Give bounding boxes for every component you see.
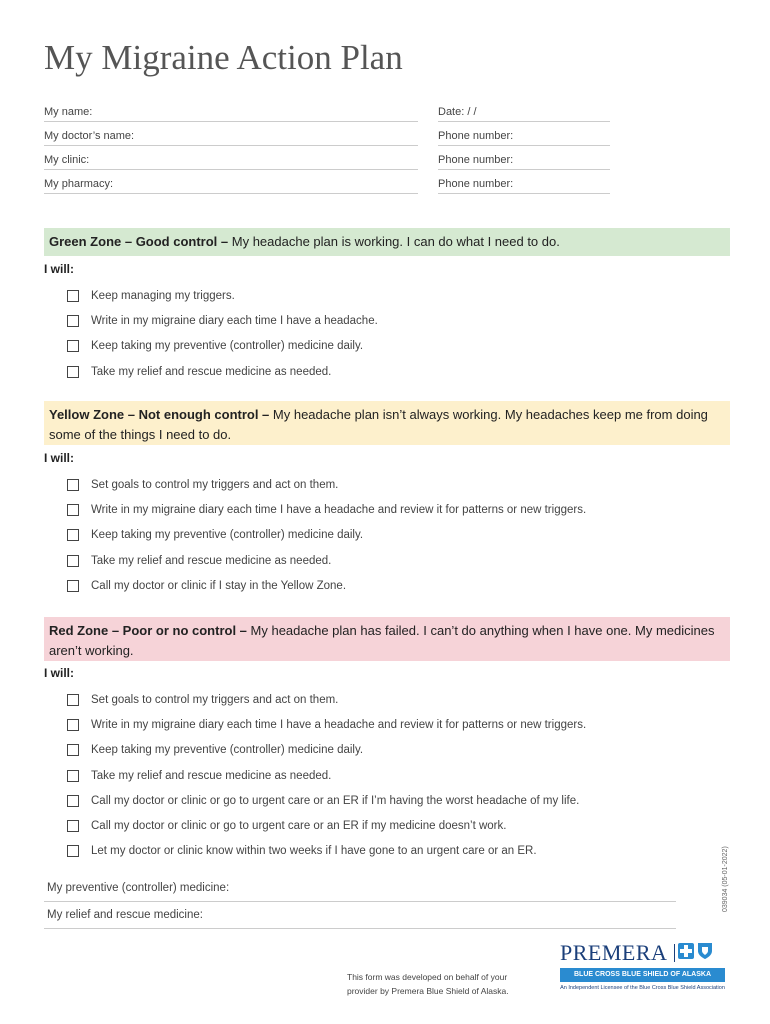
checkbox[interactable] — [67, 694, 79, 706]
checklist-item-label: Take my relief and rescue medicine as needed. — [91, 365, 332, 378]
checkbox[interactable] — [67, 795, 79, 807]
name-field[interactable]: My name: — [44, 103, 418, 122]
checkbox[interactable] — [67, 366, 79, 378]
checklist-item-label: Keep managing my triggers. — [91, 290, 235, 302]
red-checklist-item[interactable] — [67, 793, 579, 809]
yellow-checklist-item[interactable] — [67, 553, 331, 569]
clinic-phone-field[interactable]: Phone number: — [438, 151, 610, 170]
logo-divider — [674, 944, 675, 962]
green-i-will-label: I will: — [44, 262, 74, 276]
checkbox[interactable] — [67, 504, 79, 516]
form-code: 039034 (05-01-2022) — [722, 846, 729, 912]
red-checklist-item[interactable] — [67, 818, 506, 834]
doctor-name-field[interactable]: My doctor’s name: — [44, 127, 418, 146]
checklist-item-label: Call my doctor or clinic or go to urgent care or an ER if my medicine doesn’t work. — [91, 820, 507, 832]
red-zone-heading: Red Zone – Poor or no control – — [49, 623, 247, 638]
blue-cross-icon — [678, 942, 694, 960]
checklist-item-label: Write in my migraine diary each time I have a headache and review it for patterns or new triggers. — [91, 504, 587, 517]
logo-bar-text: BLUE CROSS BLUE SHIELD OF ALASKA — [560, 968, 725, 982]
yellow-checklist-item[interactable] — [67, 578, 346, 594]
clinic-field[interactable]: My clinic: — [44, 151, 418, 170]
green-checklist-item[interactable] — [67, 313, 378, 329]
checkbox[interactable] — [67, 529, 79, 541]
date-field[interactable]: Date: / / — [438, 103, 610, 122]
checkbox[interactable] — [67, 290, 79, 302]
checkbox[interactable] — [67, 580, 79, 592]
red-checklist-item[interactable] — [67, 717, 586, 733]
checkbox[interactable] — [67, 555, 79, 567]
green-checklist-item[interactable] — [67, 288, 235, 304]
pharmacy-phone-field[interactable]: Phone number: — [438, 175, 610, 194]
footer-note-line1: This form was developed on behalf of your — [347, 972, 508, 982]
red-checklist-item[interactable] — [67, 742, 363, 758]
checkbox[interactable] — [67, 719, 79, 731]
red-zone-banner — [44, 617, 730, 661]
checklist-item-label: Keep taking my preventive (controller) medicine daily. — [91, 744, 364, 757]
yellow-checklist-item[interactable] — [67, 527, 363, 543]
checklist-item-label: Write in my migraine diary each time I have a headache and review it for patterns or new triggers. — [91, 719, 587, 732]
yellow-checklist-item[interactable] — [67, 502, 586, 518]
checkbox[interactable] — [67, 315, 79, 327]
checklist-item-label: Call my doctor or clinic if I stay in the Yellow Zone. — [91, 579, 347, 592]
checklist-item-label: Take my relief and rescue medicine as needed. — [91, 554, 332, 567]
page-title: My Migraine Action Plan — [44, 38, 403, 77]
green-checklist-item[interactable] — [67, 338, 363, 354]
preventive-medicine-field[interactable]: My preventive (controller) medicine: — [44, 882, 676, 902]
checklist-item-label: Keep taking my preventive (controller) medicine daily. — [91, 529, 364, 542]
yellow-zone-heading: Yellow Zone – Not enough control – — [49, 407, 270, 422]
checklist-item-label: Let my doctor or clinic know within two weeks if I have gone to an urgent care or an ER. — [91, 845, 537, 858]
checkbox[interactable] — [67, 340, 79, 352]
logo-icons — [678, 942, 713, 960]
red-checklist-item[interactable] — [67, 768, 331, 784]
checkbox[interactable] — [67, 845, 79, 857]
yellow-checklist-item[interactable] — [67, 477, 338, 493]
pharmacy-field[interactable]: My pharmacy: — [44, 175, 418, 194]
green-zone-banner — [44, 228, 730, 256]
checklist-item-label: Set goals to control my triggers and act on them. — [91, 479, 339, 491]
red-i-will-label: I will: — [44, 666, 74, 680]
footer-note-line2: provider by Premera Blue Shield of Alaska. — [347, 986, 509, 996]
green-zone-text: My headache plan is working. I can do what I need to do. — [228, 234, 560, 249]
checklist-item-label: Set goals to control my triggers and act on them. — [91, 694, 339, 706]
checklist-item-label: Keep taking my preventive (controller) medicine daily. — [91, 340, 364, 353]
checklist-item-label: Take my relief and rescue medicine as needed. — [91, 769, 332, 782]
premera-logo — [560, 940, 725, 995]
yellow-zone-text: My headache plan isn’t always working. My headaches keep me from doing some of the things I need to do. — [49, 407, 708, 442]
red-zone-text: My headache plan has failed. I can’t do anything when I have one. My medicines aren’t working. — [49, 623, 715, 658]
checklist-item-label: Call my doctor or clinic or go to urgent care or an ER if I’m having the worst headache of my life. — [91, 794, 580, 807]
doctor-phone-field[interactable]: Phone number: — [438, 127, 610, 146]
red-checklist-item[interactable] — [67, 843, 537, 859]
red-checklist-item[interactable] — [67, 692, 338, 708]
green-checklist-item[interactable] — [67, 364, 331, 380]
checkbox[interactable] — [67, 770, 79, 782]
checklist-item-label: Write in my migraine diary each time I have a headache. — [91, 315, 378, 328]
logo-subtext: An Independent Licensee of the Blue Cross Blue Shield Association — [560, 985, 725, 991]
yellow-zone-banner — [44, 401, 730, 445]
blue-shield-icon — [697, 942, 713, 960]
checkbox[interactable] — [67, 820, 79, 832]
yellow-i-will-label: I will: — [44, 451, 74, 465]
logo-wordmark: PREMERA — [560, 940, 668, 965]
green-zone-heading: Green Zone – Good control – — [49, 234, 229, 249]
footer-note — [347, 970, 509, 998]
checkbox[interactable] — [67, 479, 79, 491]
relief-medicine-field[interactable]: My relief and rescue medicine: — [44, 909, 676, 929]
checkbox[interactable] — [67, 744, 79, 756]
